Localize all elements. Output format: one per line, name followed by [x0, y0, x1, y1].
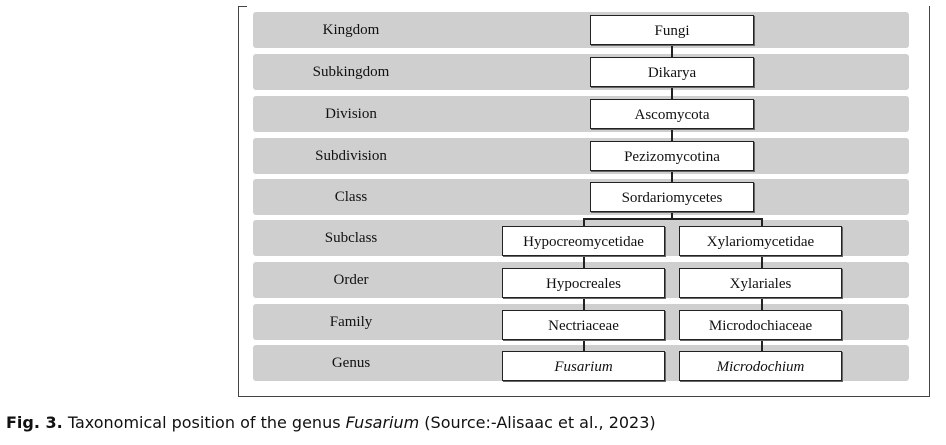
taxon-box-family-left: Nectriaceae: [502, 310, 665, 340]
taxon-box-order-left: Hypocreales: [502, 268, 665, 298]
rank-label-class: Class: [334, 189, 368, 205]
connector-right-subclass-order: [761, 255, 763, 269]
taxon-box-subdivision: Pezizomycotina: [590, 141, 754, 171]
connector-right-order-family: [761, 297, 763, 311]
rank-label-subdivision: Subdivision: [315, 148, 387, 164]
caption-text-after: (Source:-Alisaac et al., 2023): [419, 413, 656, 432]
caption-label: Fig. 3.: [6, 413, 63, 432]
rank-label-subkingdom: Subkingdom: [312, 64, 390, 80]
connector-left-subclass-order: [583, 255, 585, 269]
rank-label-order: Order: [333, 272, 369, 288]
caption-text-before: Taxonomical position of the genus: [62, 413, 346, 432]
connector-left-order-family: [583, 297, 585, 311]
taxon-box-subclass-right: Xylariomycetidae: [679, 226, 842, 256]
taxon-box-division: Ascomycota: [590, 99, 754, 129]
taxon-box-kingdom: Fungi: [590, 15, 754, 45]
taxon-box-class: Sordariomycetes: [590, 182, 754, 212]
taxon-box-subkingdom: Dikarya: [590, 57, 754, 87]
taxon-box-subclass-left: Hypocreomycetidae: [502, 226, 665, 256]
rank-label-genus: Genus: [331, 355, 371, 371]
figure-caption: [6, 413, 936, 432]
rank-label-family: Family: [329, 314, 373, 330]
rank-label-division: Division: [325, 106, 377, 122]
taxon-box-family-right: Microdochiaceae: [679, 310, 842, 340]
rank-label-subclass: Subclass: [324, 230, 378, 246]
connector-branch-horizontal: [583, 218, 762, 220]
taxon-box-genus-left: Fusarium: [502, 351, 665, 381]
taxon-box-genus-right: Microdochium: [679, 351, 842, 381]
taxon-box-order-right: Xylariales: [679, 268, 842, 298]
rank-label-kingdom: Kingdom: [322, 22, 380, 38]
caption-genus: Fusarium: [345, 413, 420, 432]
